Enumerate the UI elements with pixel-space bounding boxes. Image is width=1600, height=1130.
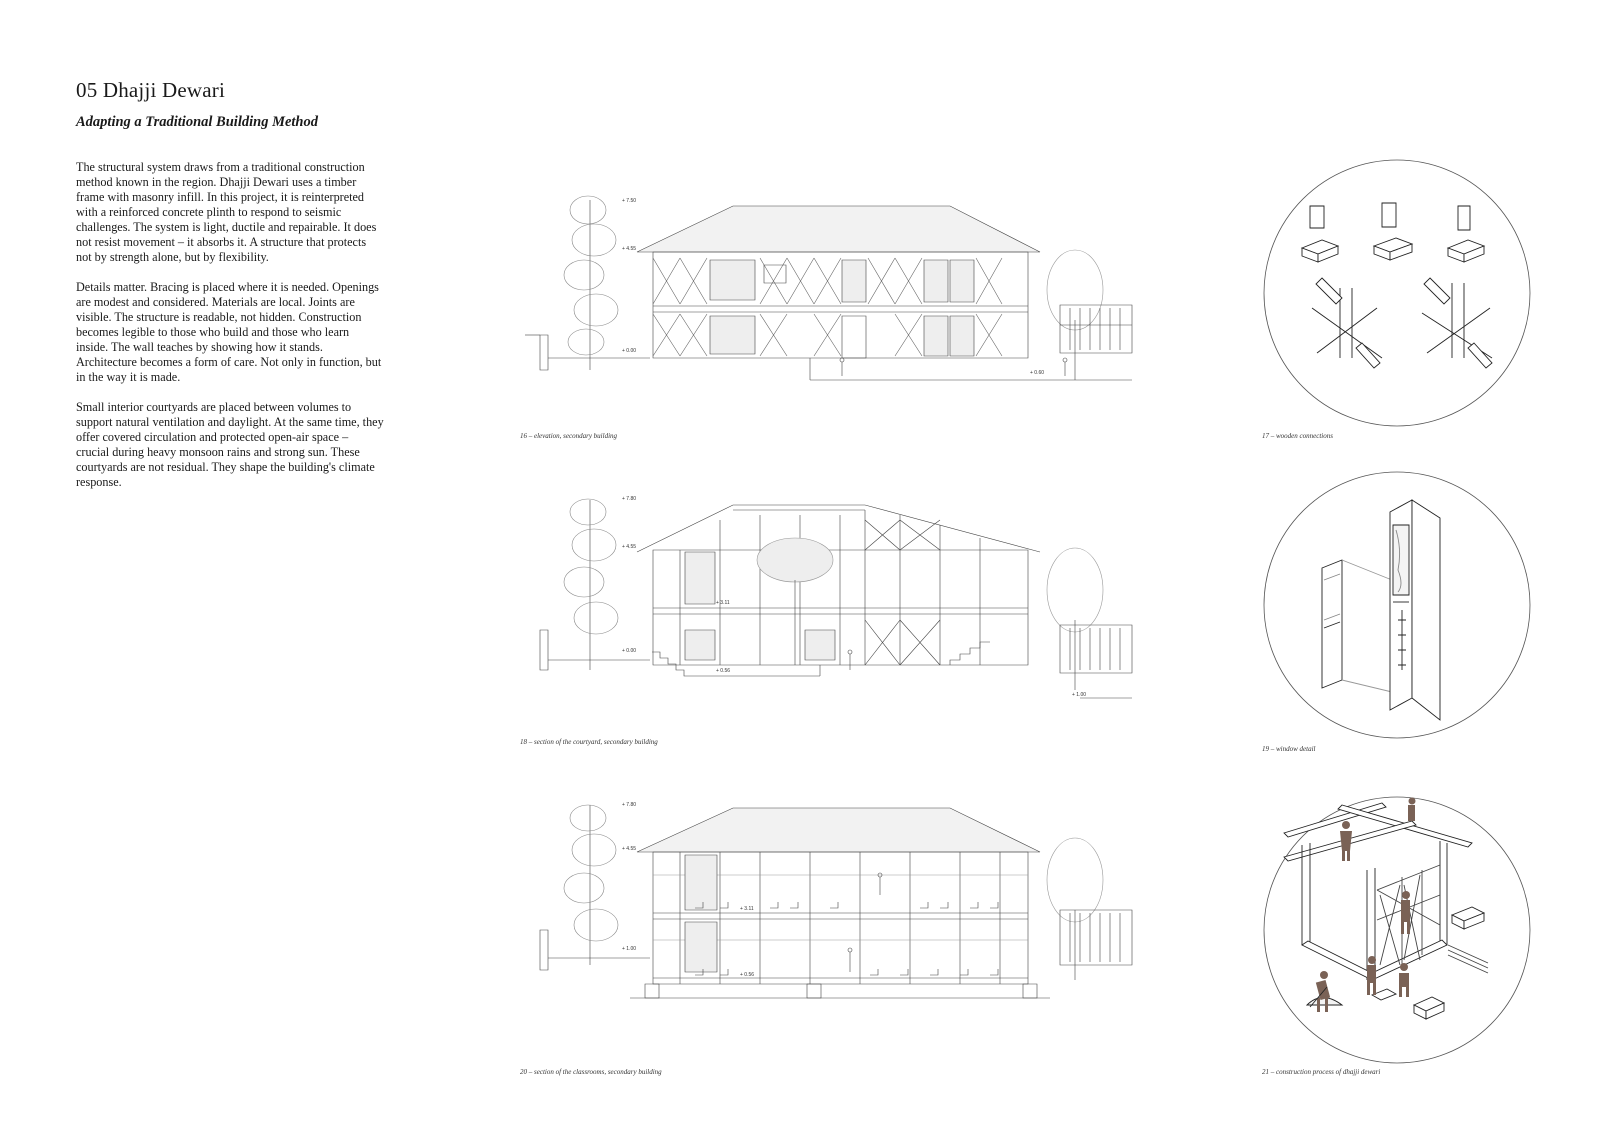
classrooms-section-drawing — [520, 800, 1160, 1025]
level-label: + 0.00 — [622, 348, 637, 354]
level-label: + 0.60 — [1030, 370, 1045, 376]
level-label: + 7.80 — [622, 802, 637, 808]
elevation-roof — [637, 206, 1040, 252]
caption-fig21: 21 – construction process of dhajji dewari — [1262, 1068, 1381, 1076]
caption-fig17: 17 – wooden connections — [1262, 432, 1333, 440]
caption-fig16: 16 – elevation, secondary building — [520, 432, 618, 440]
caption-fig20: 20 – section of the classrooms, secondary building — [520, 1068, 662, 1076]
level-label: + 3.11 — [740, 906, 754, 912]
page-subtitle: Adapting a Traditional Building Method — [76, 114, 318, 130]
level-label: + 4.55 — [622, 544, 637, 550]
level-label: + 3.11 — [716, 600, 730, 606]
caption-fig18: 18 – section of the courtyard, secondary building — [520, 738, 658, 746]
wooden-connections-drawing — [1262, 158, 1532, 428]
paragraph-courtyards: Small interior courtyards are placed between volumes to support natural ventilation and daylight. At the same time, they offer covered circulation and protected open-air space – crucial during heavy monsoon rains and strong sun. These courtyards are not residual. They shape the building's climate response. — [76, 400, 384, 489]
body-text — [76, 160, 384, 505]
construction-process-drawing — [1262, 795, 1532, 1065]
level-label: + 4.55 — [622, 846, 637, 852]
level-label: + 1.00 — [1072, 692, 1087, 698]
window-detail-drawing — [1262, 470, 1532, 740]
tree-left — [564, 196, 618, 370]
level-label: + 0.00 — [622, 648, 637, 654]
level-label: + 0.56 — [716, 668, 731, 674]
caption-fig19: 19 – window detail — [1262, 745, 1316, 753]
level-label: + 4.55 — [622, 246, 637, 252]
level-label: + 1.00 — [622, 946, 637, 952]
page-title: 05 Dhajji Dewari — [76, 78, 225, 102]
level-label: + 7.50 — [622, 198, 637, 204]
elevation-drawing — [520, 180, 1160, 395]
paragraph-details: Details matter. Bracing is placed where it is needed. Openings are modest and considered. Materials are local. Joints are visible. The structure is readable, not hidden. Construction becomes legible to those who build and those who learn inside. The wall teaches by showing how it stands. Architecture becomes a form of care. Not only in function, but in the way it is made. — [76, 280, 382, 384]
level-label: + 7.80 — [622, 496, 637, 502]
paragraph-structural-system: The structural system draws from a traditional construction method known in the region. Dhajji Dewari uses a timber frame with masonry infill. In this project, it is reinterpreted with a reinforced concrete plinth to respond to seismic challenges. The system is light, ductile and repairable. It does not resist movement – it absorbs it. A structure that protects not by strength alone, but by flexibility. — [76, 160, 377, 264]
courtyard-section-drawing — [520, 490, 1160, 715]
level-label: + 0.56 — [740, 972, 755, 978]
